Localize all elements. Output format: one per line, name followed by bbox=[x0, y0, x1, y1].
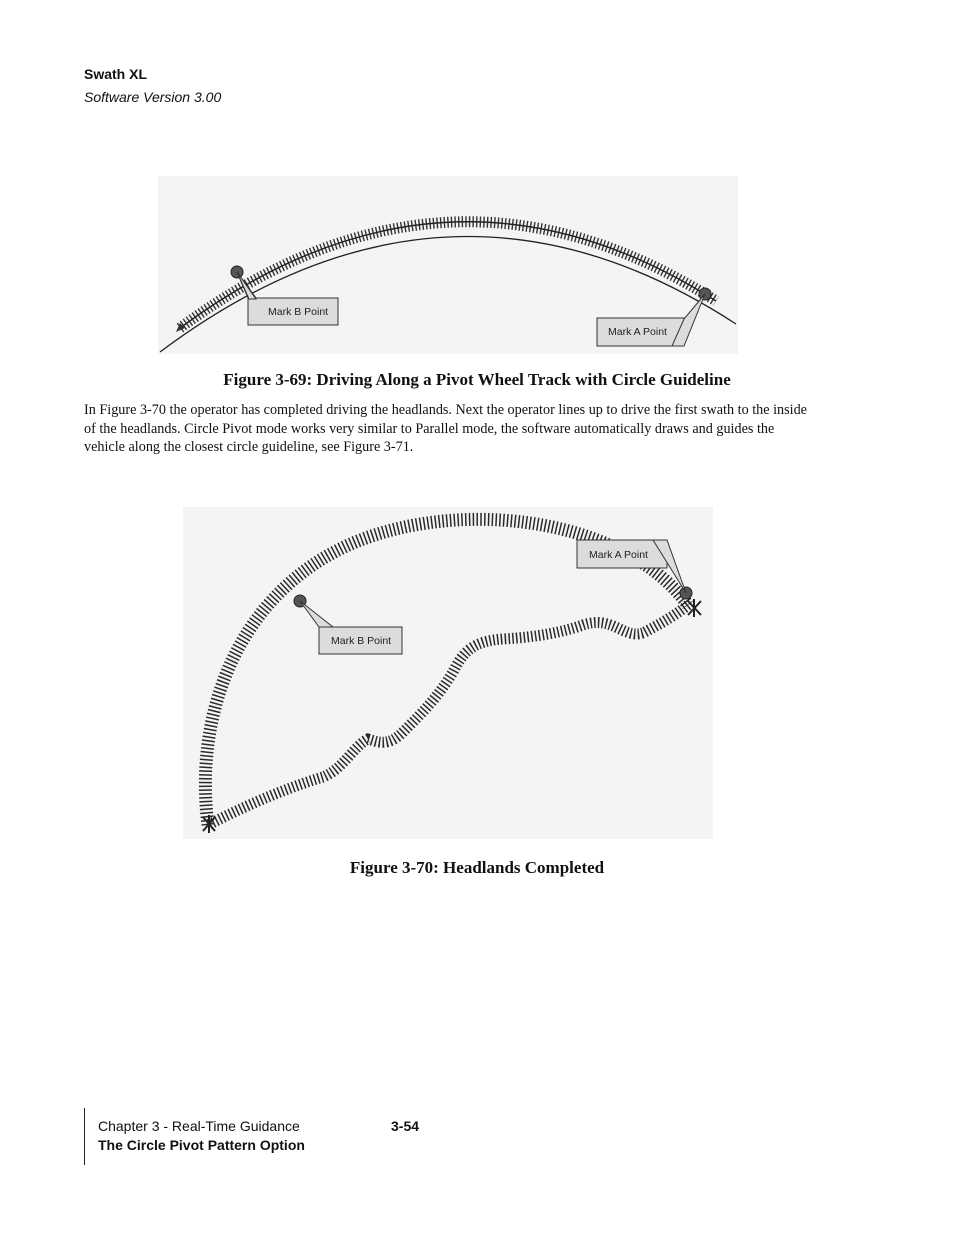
figure-3-69-caption: Figure 3-69: Driving Along a Pivot Wheel Track with Circle Guideline bbox=[223, 370, 731, 389]
document-title: Swath XL bbox=[84, 66, 148, 82]
figure-3-69-image bbox=[158, 176, 738, 354]
figure-3-70-image bbox=[183, 507, 713, 839]
mark-a-label: Mark A Point bbox=[589, 549, 648, 561]
headland-inner-track bbox=[208, 605, 688, 825]
mark-a-label: Mark A Point bbox=[608, 326, 667, 338]
software-version: Software Version 3.00 bbox=[84, 89, 222, 105]
body-paragraph: In Figure 3-70 the operator has completed driving the headlands. Next the operator lines up to drive the first swath to the inside of the headlands. Circle Pivot mode works very similar to Parallel mode, the software automatically draws and guides the vehicle along the closest circle guideline, see Figure 3-71. bbox=[84, 402, 807, 456]
page-number: 3-54 bbox=[391, 1118, 420, 1134]
figure-3-70-caption: Figure 3-70: Headlands Completed bbox=[349, 858, 605, 877]
footer-rule bbox=[84, 1108, 85, 1165]
footer-section: The Circle Pivot Pattern Option bbox=[98, 1137, 305, 1153]
footer-chapter: Chapter 3 - Real-Time Guidance bbox=[98, 1118, 300, 1134]
mark-b-label: Mark B Point bbox=[331, 635, 392, 647]
mark-b-label: Mark B Point bbox=[268, 306, 329, 318]
